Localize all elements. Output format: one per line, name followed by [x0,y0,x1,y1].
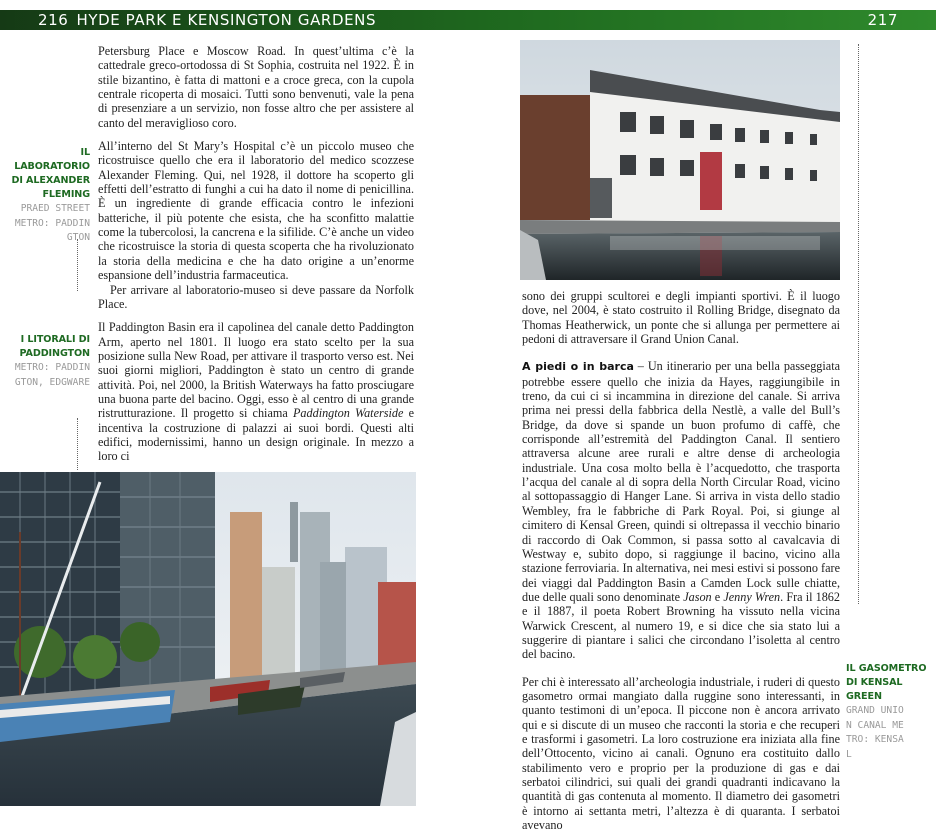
walk-paragraph: A piedi o in barca – Un itinerario per una bella passeggiata potrebbe essere quello che inizia da Hayes, raggiungibile in treno, da cui ci si incammina in direzione del canale. Si arriva prima nei pressi della fabbrica della Nestlè, a valle del Bull’s Bridge, da dove si spande un buon profumo di caffè, che corrisponde all’estremità del Paddington Canal. Il sentiero attraversa alcune aree rurali e altre dense di archeologia industriale. Una cosa molto bella è l’acquedotto, che trasporta l’acqua del canale al di sopra della North Circular Road, vicino al sottopassaggio di Hanger Lane. Si arriva in vista dello stadio Wembley, fra le fabbriche di Park Royal. Poi, si giunge al cimitero di Kensal Green, quindi si oltrepassa il vecchio binario di raccordo di Oak Common, si passa sotto al cavalcavia di Westway e, subito dopo, si raggiunge il bacino, vicino alla stazione ferroviaria. In alternativa, nei mesi estivi si possono fare dei viaggi dal Paddington Basin a Camden Lock sulle chiatte, due delle quali sono denominate Jason e Jenny Wren. Fra il 1862 e il 1887, il poeta Robert Browning ha vissuto nella vicina Warwick Crescent, al numero 19, e si dice che sia stato lui a suggerire di piantare i salici che circondano l’isoletta al centro del bacino. [522,359,840,662]
sidebar-fleming-rule [77,239,78,291]
sidebar-fleming [10,146,90,246]
sidebar-gasometer [846,662,932,762]
boat-name-jason: Jason [683,589,712,604]
sidebar-gasometer-title: IL GASOMETRO DI KENSAL GREEN [846,663,927,702]
fleming-paragraph: All’interno del St Mary’s Hospital c’è un piccolo museo che ricostruisce quello che era il laboratorio del medico scozzese Alexander Fleming. Qui, nel 1928, il dottore ha scoperto gli effetti dell’estratto di funghi a cui ha dato il nome di penicillina. È un ingrediente di grande efficacia contro le infezioni batteriche, il più potente che esista, che ha sconfitto malattie come la tubercolosi, la cancrena e la sifilide. C’è anche un video che ricostruisce la storia di questa scoperta che ha rivoluzionato la storia della medicina e che ha dato origine a un’enorme espansione dell’industria farmaceutica. [98,139,414,283]
sidebar-paddington-address: METRO: PADDINGTON, EDGWARE [14,362,90,388]
walk-lead-heading: A piedi o in barca [522,360,634,374]
rolling-bridge-paragraph: sono dei gruppi scultorei e degli impianti sportivi. È il luogo dove, nel 2004, è stato costruito il Rolling Bridge, disegnato da Thomas Heatherwick, un ponte che si allunga per permettere ai pedoni di attraversare il Grand Union Canal. [522,289,840,347]
stsophia-paragraph: Petersburg Place e Moscow Road. In quest’ultima c’è la cattedrale greco-ortodossa di St Sophia, costruita nel 1922. È in stile bizantino, è fatta di mattoni e a croce greca, con la cupola centrale ricoperta di mosaici. Tutti sono benvenuti, vale la pena di presenziare a un servizio, non fosse altro che per assistere al canto del meraviglioso coro. [98,44,414,130]
running-header [0,10,936,30]
sidebar-fleming-title: IL LABORATORIO DI ALEXANDER FLEMING [11,147,90,200]
left-page-number: 216 [38,11,69,29]
boat-name-jenny-wren: Jenny Wren [723,589,781,604]
fleming-paragraph-2: Per arrivare al laboratorio-museo si deve passare da Norfolk Place. [98,282,414,311]
left-running-head [38,11,376,29]
left-text-column [98,44,414,464]
sidebar-gasometer-address: GRAND UNION CANAL METRO: KENSAL [846,705,904,760]
canal-warehouse-photo [520,40,840,280]
sidebar-paddington-rule [77,418,78,470]
right-margin-rule [858,44,859,604]
left-section-title: HYDE PARK E KENSINGTON GARDENS [76,11,377,29]
paddington-basin-illustration [0,472,416,806]
paddington-basin-photo [0,472,416,806]
right-page-number: 217 [867,11,898,29]
paddington-waterside-italic: Paddington Waterside [292,406,404,421]
gasometer-paragraph: Per chi è interessato all’archeologia industriale, i ruderi di questo gasometro ormai mangiato dalla ruggine sono interessanti, in quanto testimoni di un’epoca. Il piccone non è ancora arrivato qui e si discute di un museo che racconti la storia e che recuperi e trasformi i gasometri. La loro costruzione era iniziata alla fine dell’Ottocento, vicino ai canali. Ognuno era costituito dallo stabilimento vero e proprio per la produzione di gas e dai serbatoi cilindrici, sui quali dei grandi quadranti indicavano la quantità di gas contenuta al momento. Il diametro dei gasometri è intorno ai settanta metri, l’altezza è di quaranta. I serbatoi avevano [522,674,840,832]
right-text-column [522,289,840,832]
sidebar-paddington [10,333,90,390]
paddington-paragraph: Il Paddington Basin era il capolinea del canale detto Paddington Arm, aperto nel 1801. Il luogo era stato scelto per la sua posizione sulla New Road, per attivare il trasporto verso est. Nei suoi giorni migliori, Paddington è stato un centro di grande attività. Poi, nel 2000, la British Waterways ha fatto prosciugare una buona parte del bacino. Oggi, esso è al centro di una grande ristrutturazione. Il progetto si chiama Paddington Waterside e incentiva la costruzione di palazzi ai suoi bordi. Questi alti edifici, modernissimi, hanno un design originale. In mezzo a loro ci [98,320,414,464]
sidebar-paddington-title: I LITORALI DI PADDINGTON [19,334,90,359]
sidebar-fleming-address: PRAED STREET METRO: PADDINGTON [14,203,90,243]
canal-warehouse-illustration [520,40,840,280]
